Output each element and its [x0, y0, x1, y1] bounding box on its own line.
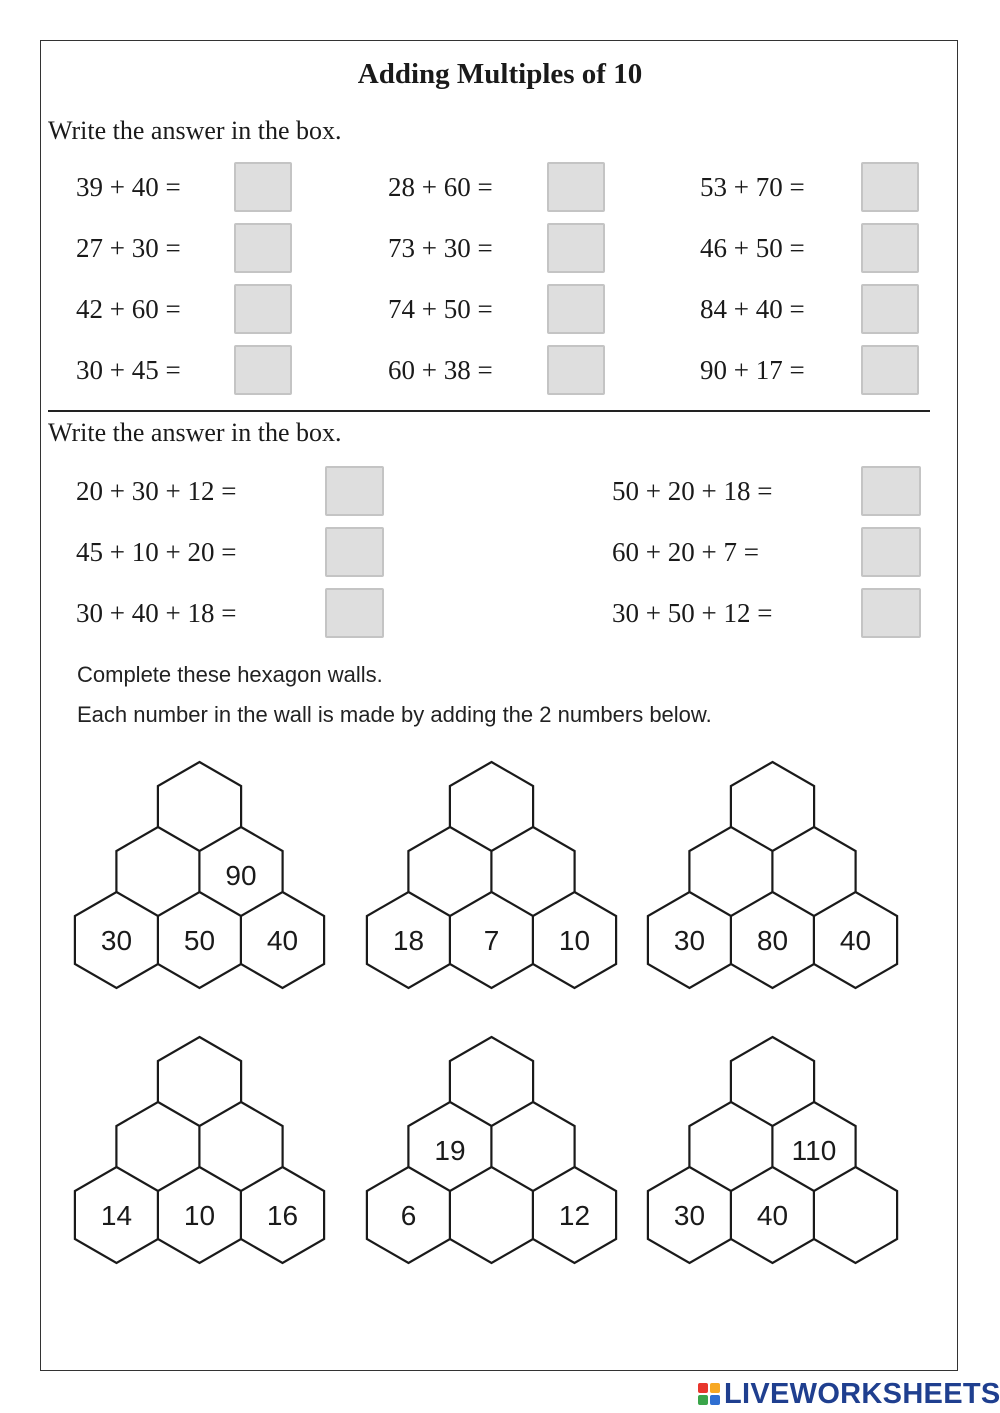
answer-box[interactable] [547, 345, 605, 395]
hexagon-number: 10 [183, 1200, 216, 1231]
equation [612, 466, 772, 516]
equation [388, 162, 493, 212]
answer-box[interactable] [325, 527, 384, 577]
answer-box[interactable] [234, 162, 292, 212]
hexagon-number: 30 [100, 925, 133, 956]
hexagon-number: 19 [434, 1135, 466, 1166]
hexagon-number: 50 [183, 925, 216, 956]
answer-box[interactable] [861, 588, 921, 638]
hexagon-instruction-line2: Each number in the wall is made by adding the 2 numbers below. [77, 702, 712, 727]
equation [388, 284, 493, 334]
hexagon-number: 30 [673, 1200, 706, 1231]
equation [388, 223, 493, 273]
hexagon-number: 40 [839, 925, 872, 956]
brand-name: LIVEWORKSHEETS [724, 1377, 1000, 1410]
equation-text: 30 + 50 + 12 = [612, 597, 773, 628]
answer-box[interactable] [547, 162, 605, 212]
equation [700, 284, 805, 334]
equation-text: 53 + 70 = [700, 171, 805, 202]
answer-box[interactable] [861, 466, 921, 516]
equation [76, 588, 236, 638]
equation [76, 527, 236, 577]
equation-text: 60 + 20 + 7 = [612, 536, 759, 567]
liveworksheets-logo [698, 1378, 1000, 1410]
answer-box[interactable] [325, 466, 384, 516]
equation-text: 30 + 45 = [76, 354, 181, 385]
logo-square [710, 1383, 720, 1393]
logo-square [698, 1383, 708, 1393]
answer-box[interactable] [861, 284, 919, 334]
hexagon-number: 30 [673, 925, 706, 956]
hexagon-number: 90 [225, 860, 257, 891]
hexagon-number: 16 [266, 1200, 299, 1231]
page-title: Adding Multiples of 10 [357, 58, 643, 90]
hexagon-number: 40 [756, 1200, 789, 1231]
equation-text: 42 + 60 = [76, 293, 181, 324]
equation [388, 345, 493, 395]
equation [76, 162, 181, 212]
equation-text: 74 + 50 = [388, 293, 493, 324]
hexagon-number: 6 [400, 1200, 417, 1231]
answer-box[interactable] [234, 284, 292, 334]
hexagon-number: 110 [791, 1135, 837, 1166]
equation-text: 39 + 40 = [76, 171, 181, 202]
section-divider [48, 410, 930, 412]
answer-box[interactable] [861, 527, 921, 577]
equation [700, 162, 805, 212]
equation-text: 73 + 30 = [388, 232, 493, 263]
hexagon-number: 12 [558, 1200, 591, 1231]
section2-instruction: Write the answer in the box. [48, 418, 342, 447]
equation-text: 20 + 30 + 12 = [76, 475, 237, 506]
equation [700, 223, 805, 273]
answer-box[interactable] [861, 345, 919, 395]
logo-mark-icon [698, 1383, 720, 1405]
answer-box[interactable] [234, 345, 292, 395]
equation [612, 527, 759, 577]
logo-square [710, 1395, 720, 1405]
equation-text: 90 + 17 = [700, 354, 805, 385]
equation-text: 28 + 60 = [388, 171, 493, 202]
hexagon-number: 18 [392, 925, 425, 956]
hexagon-number: 10 [558, 925, 591, 956]
answer-box[interactable] [234, 223, 292, 273]
hexagon-number: 7 [483, 925, 500, 956]
hexagon-number: 14 [100, 1200, 133, 1231]
equation [700, 345, 805, 395]
equation [76, 284, 181, 334]
equation-text: 45 + 10 + 20 = [76, 536, 237, 567]
answer-box[interactable] [861, 162, 919, 212]
equation-text: 60 + 38 = [388, 354, 493, 385]
equation-text: 30 + 40 + 18 = [76, 597, 237, 628]
equation [612, 588, 772, 638]
answer-box[interactable] [547, 223, 605, 273]
answer-box[interactable] [547, 284, 605, 334]
answer-box[interactable] [861, 223, 919, 273]
hexagon-number: 40 [266, 925, 299, 956]
equation-text: 46 + 50 = [700, 232, 805, 263]
equation-text: 27 + 30 = [76, 232, 181, 263]
logo-square [698, 1395, 708, 1405]
equation [76, 345, 181, 395]
section1-instruction: Write the answer in the box. [48, 116, 342, 145]
hexagon-number: 80 [756, 925, 789, 956]
equation [76, 466, 236, 516]
answer-box[interactable] [325, 588, 384, 638]
equation [76, 223, 181, 273]
equation-text: 50 + 20 + 18 = [612, 475, 773, 506]
hexagon-instruction-line1: Complete these hexagon walls. [77, 662, 383, 687]
equation-text: 84 + 40 = [700, 293, 805, 324]
